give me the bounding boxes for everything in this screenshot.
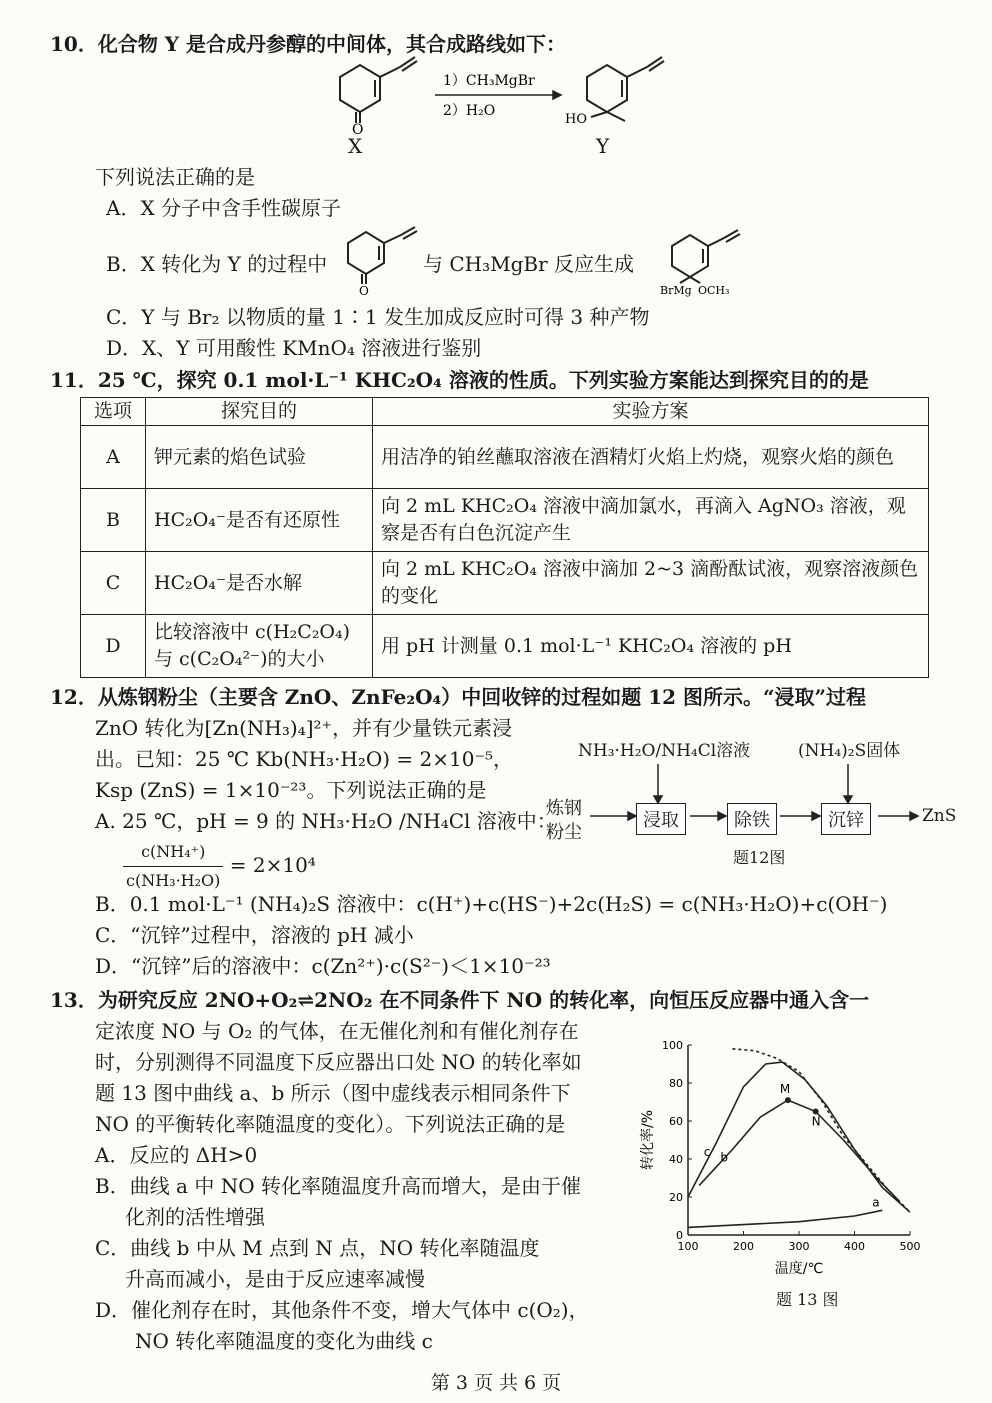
y-tick-label: 60 bbox=[669, 1115, 683, 1128]
x-tick-label: 400 bbox=[844, 1240, 865, 1253]
row-option: D bbox=[81, 615, 146, 678]
q12-option-b: B．0.1 mol·L⁻¹ (NH₄)₂S 溶液中：c(H⁺)+c(HS⁻)+2c(H₂S) = c(NH₃·H₂O)+c(OH⁻) bbox=[95, 892, 888, 916]
q10-prompt: 下列说法正确的是 bbox=[95, 165, 255, 189]
q10-option-b-molecule bbox=[343, 225, 423, 300]
point-M-label: M bbox=[779, 1082, 791, 1097]
y-tick-label: 40 bbox=[669, 1153, 683, 1166]
label-y: Y bbox=[596, 134, 610, 158]
table-header-row bbox=[81, 398, 929, 426]
q12-line3: 出。已知：25 ℃ Kb(NH₃·H₂O) = 2×10⁻⁵， bbox=[95, 747, 514, 771]
row-plan: 向 2 mL KHC₂O₄ 溶液中滴加 2~3 滴酚酞试液，观察溶液颜色的变化 bbox=[373, 552, 929, 615]
x-tick-label: 100 bbox=[677, 1240, 699, 1253]
x-oxygen-label: O bbox=[352, 122, 364, 138]
q13-line3: 时，分别测得不同温度下反应器出口处 NO 的转化率如 bbox=[95, 1050, 582, 1074]
q12-option-d: D．“沉锌”后的溶液中：c(Zn²⁺)·c(S²⁻)＜1×10⁻²³ bbox=[95, 954, 551, 978]
y-tick-label: 100 bbox=[662, 1039, 683, 1052]
y-tick-label: 80 bbox=[669, 1077, 683, 1090]
q13-option-b-line2: 化剂的活性增强 bbox=[125, 1205, 265, 1229]
q12-line1: 12．从炼钢粉尘（主要含 ZnO、ZnFe₂O₄）中回收锌的过程如题 12 图所示。“浸取”过程 bbox=[50, 685, 867, 709]
header-option: 选项 bbox=[81, 398, 146, 426]
table-row bbox=[81, 426, 929, 489]
q13-line4: 题 13 图中曲线 a、b 所示（图中虚线表示相同条件下 bbox=[95, 1081, 571, 1105]
q10-option-b-product bbox=[660, 228, 755, 300]
flow-source-1: 炼钢 bbox=[546, 798, 582, 819]
series-c-label: c bbox=[703, 1144, 711, 1159]
series-a-line bbox=[688, 1210, 882, 1227]
q12-line2: ZnO 转化为[Zn(NH₃)₄]²⁺，并有少量铁元素浸 bbox=[95, 716, 513, 740]
q13-option-d-line2: NO 转化率随温度的变化为曲线 c bbox=[135, 1329, 433, 1353]
q13-option-a: A．反应的 ΔH>0 bbox=[95, 1143, 258, 1167]
q11-stem: 11．25 ℃，探究 0.1 mol·L⁻¹ KHC₂O₄ 溶液的性质。下列实验方案能达到探究目的的是 bbox=[50, 368, 869, 392]
flow-source-2: 粉尘 bbox=[546, 822, 582, 843]
row-option: C bbox=[81, 552, 146, 615]
header-purpose: 探究目的 bbox=[146, 398, 373, 426]
q13-option-b-line1: B．曲线 a 中 NO 转化率随温度升高而增大，是由于催 bbox=[95, 1174, 581, 1198]
flow-output: ZnS bbox=[922, 806, 957, 826]
fraction-value: = 2×10⁴ bbox=[229, 853, 316, 877]
figure-13-chart bbox=[630, 1035, 930, 1285]
point-M bbox=[785, 1097, 791, 1103]
q13-option-c-line2: 升高而减小，是由于反应速率减慢 bbox=[125, 1267, 425, 1291]
flow-box-leach: 浸取 bbox=[636, 803, 686, 835]
flow-box-remove-iron: 除铁 bbox=[727, 803, 777, 835]
y-tick-label: 20 bbox=[669, 1191, 683, 1204]
q10-stem: 10．化合物 Y 是合成丹参醇的中间体，其合成路线如下： bbox=[50, 32, 567, 56]
figure-12-caption: 题12图 bbox=[733, 848, 786, 867]
figure-13-caption: 题 13 图 bbox=[776, 1290, 839, 1309]
q10-option-a: A．X 分子中含手性碳原子 bbox=[106, 196, 342, 220]
molecule-x bbox=[340, 57, 417, 123]
row-purpose: 比较溶液中 c(H₂C₂O₄) 与 c(C₂O₄²⁻)的大小 bbox=[146, 615, 373, 678]
row-purpose: HC₂O₄⁻是否有还原性 bbox=[146, 489, 373, 552]
q10-option-c: C．Y 与 Br₂ 以物质的量 1∶1 发生加成反应时可得 3 种产物 bbox=[106, 305, 650, 329]
point-N-label: N bbox=[811, 1114, 821, 1129]
header-plan: 实验方案 bbox=[373, 398, 929, 426]
table-row bbox=[81, 615, 929, 678]
q10-option-b-mid: 与 CH₃MgBr 反应生成 bbox=[423, 252, 635, 276]
row-option: B bbox=[81, 489, 146, 552]
q12-option-a-fraction bbox=[123, 838, 316, 895]
flow-input-2: (NH₄)₂S固体 bbox=[798, 741, 901, 761]
table-row bbox=[81, 552, 929, 615]
q13-line2: 定浓度 NO 与 O₂ 的气体，在无催化剂和有催化剂存在 bbox=[95, 1019, 579, 1043]
row-purpose: HC₂O₄⁻是否水解 bbox=[146, 552, 373, 615]
row-plan: 用洁净的铂丝蘸取溶液在酒精灯火焰上灼烧，观察火焰的颜色 bbox=[373, 426, 929, 489]
label-x: X bbox=[348, 134, 363, 158]
q13-line1: 13．为研究反应 2NO+O₂⇌2NO₂ 在不同条件下 NO 的转化率，向恒压反应器中通入含一 bbox=[50, 988, 870, 1012]
row-plan: 用 pH 计测量 0.1 mol·L⁻¹ KHC₂O₄ 溶液的 pH bbox=[373, 615, 929, 678]
reaction-arrow bbox=[435, 91, 561, 99]
reagent-1: 1）CH₃MgBr bbox=[443, 73, 535, 89]
fraction-denominator: c(NH₃·H₂O) bbox=[126, 871, 221, 890]
svg-text:O: O bbox=[359, 284, 369, 298]
molecule-y bbox=[587, 57, 664, 121]
series-c-line bbox=[688, 1062, 910, 1212]
svg-text:OCH₃: OCH₃ bbox=[698, 284, 730, 297]
q13-line5: NO 的平衡转化率随温度的变化）。下列说法正确的是 bbox=[95, 1112, 566, 1136]
q13-option-c-line1: C．曲线 b 中从 M 点到 N 点，NO 转化率随温度 bbox=[95, 1236, 540, 1260]
y-axis-label: 转化率/% bbox=[640, 1109, 656, 1171]
q10-option-b-pre: B．X 转化为 Y 的过程中 bbox=[106, 252, 328, 276]
q12-line4: Ksp (ZnS) = 1×10⁻²³。下列说法正确的是 bbox=[95, 778, 487, 802]
reagent-2: 2）H₂O bbox=[443, 103, 496, 119]
q11-table bbox=[80, 397, 929, 678]
q12-option-a: A. 25 ℃，pH = 9 的 NH₃·H₂O /NH₄Cl 溶液中： bbox=[95, 809, 557, 833]
y-tick-label: 0 bbox=[676, 1229, 683, 1242]
svg-text:BrMg: BrMg bbox=[660, 284, 692, 297]
series-b-label: b bbox=[720, 1150, 729, 1165]
row-purpose: 钾元素的焰色试验 bbox=[146, 426, 373, 489]
series-a-label: a bbox=[872, 1195, 880, 1210]
flow-box-precipitate-zinc: 沉锌 bbox=[821, 803, 871, 835]
x-tick-label: 300 bbox=[788, 1240, 810, 1253]
row-option: A bbox=[81, 426, 146, 489]
y-ho-label: HO bbox=[565, 112, 587, 127]
flow-input-1: NH₃·H₂O/NH₄Cl溶液 bbox=[578, 741, 751, 761]
x-tick-label: 500 bbox=[899, 1240, 921, 1253]
table-row bbox=[81, 489, 929, 552]
q10-reaction-scheme bbox=[325, 55, 685, 165]
x-axis-label: 温度/℃ bbox=[774, 1261, 824, 1277]
page-footer: 第 3 页 共 6 页 bbox=[430, 1372, 562, 1394]
x-tick-label: 200 bbox=[733, 1240, 754, 1253]
fraction-numerator: c(NH₄⁺) bbox=[123, 838, 223, 867]
q12-option-c: C．“沉锌”过程中，溶液的 pH 减小 bbox=[95, 923, 414, 947]
q10-option-d: D．X、Y 可用酸性 KMnO₄ 溶液进行鉴别 bbox=[106, 336, 482, 360]
row-plan: 向 2 mL KHC₂O₄ 溶液中滴加氯水，再滴入 AgNO₃ 溶液，观察是否有白色沉淀产生 bbox=[373, 489, 929, 552]
q13-option-d-line1: D．催化剂存在时，其他条件不变，增大气体中 c(O₂)， bbox=[95, 1298, 589, 1322]
